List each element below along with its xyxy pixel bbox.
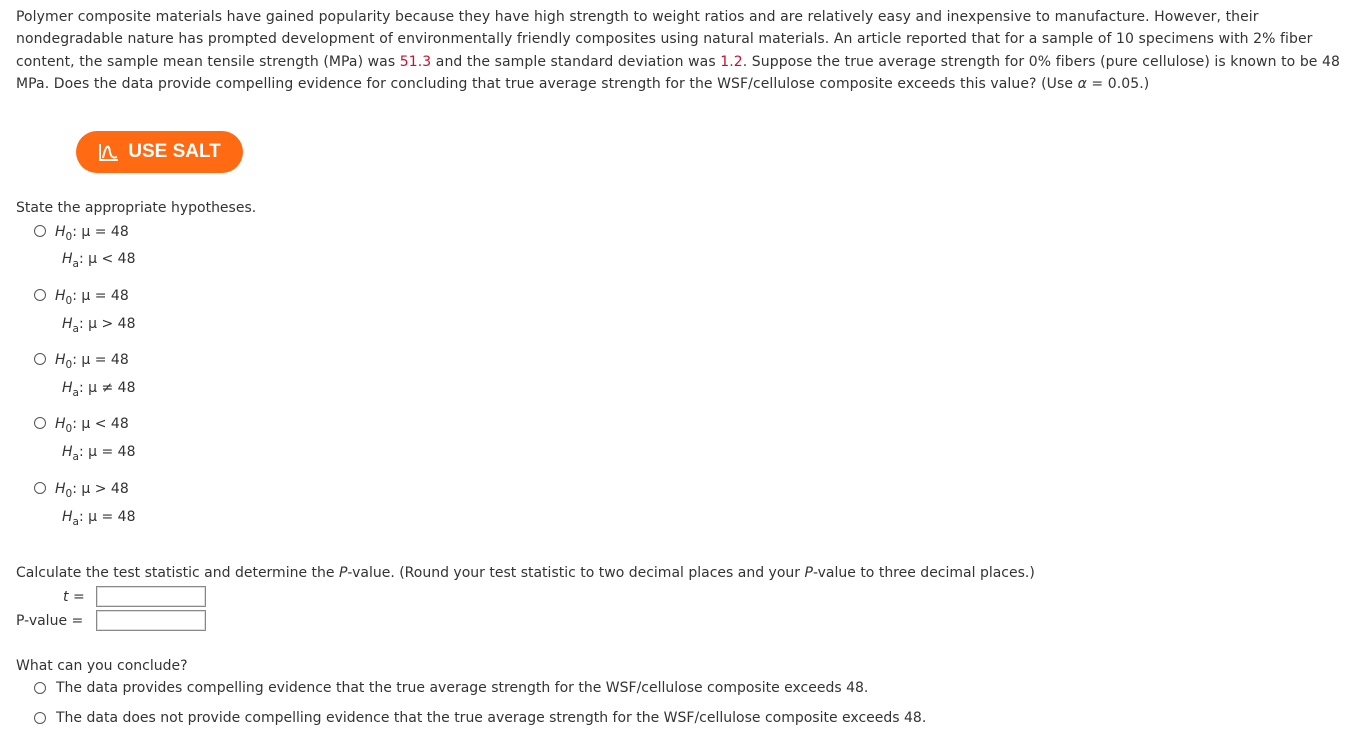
hypothesis-option-5-radio[interactable] (34, 482, 46, 494)
hypothesis-option-1-ha: $H_a$: μ < 48 (62, 251, 136, 270)
use-salt-button[interactable] (76, 131, 243, 173)
t-statistic-input[interactable] (96, 586, 206, 607)
hypothesis-option-1-radio[interactable] (34, 225, 46, 237)
p-value-label: P-value = (16, 613, 84, 629)
problem-text-3: . Suppose the true average strength for 0% fibers (pure cellulose) is known to be 48 MPa. Does the data provide compelling evidence for concluding that true average strength for the WSF/cellulose composite exceeds this value? (Use (16, 53, 1340, 92)
conclusion-option-1-radio[interactable] (34, 682, 46, 694)
hypothesis-option-5-ha: $H_a$: μ = 48 (62, 509, 136, 528)
use-salt-label: USE SALT (128, 141, 221, 162)
hypothesis-option-3-h0: $H_0$: μ = 48 (55, 352, 129, 371)
hypothesis-option-2-h0: $H_0$: μ = 48 (55, 288, 129, 307)
calculation-prompt: Calculate the test statistic and determine the P-value. (Round your test statistic to two decimal places and your P-value to three decimal places.) (16, 565, 1035, 581)
alpha-value: = 0.05.) (1086, 75, 1150, 92)
hypothesis-option-2-ha: $H_a$: μ > 48 (62, 316, 136, 335)
hypothesis-option-1-h0: $H_0$: μ = 48 (55, 224, 129, 243)
hypotheses-prompt: State the appropriate hypotheses. (16, 200, 257, 216)
alpha-symbol: α (1077, 75, 1087, 92)
hypothesis-option-4-radio[interactable] (34, 417, 46, 429)
hypothesis-option-3-ha: $H_a$: μ ≠ 48 (62, 380, 136, 399)
problem-statement (16, 6, 1351, 95)
sample-sd-value: 1.2 (720, 53, 743, 70)
hypothesis-option-5-h0: $H_0$: μ > 48 (55, 481, 129, 500)
hypothesis-option-4-ha: $H_a$: μ = 48 (62, 444, 136, 463)
conclusion-option-2-radio[interactable] (34, 712, 46, 724)
conclusion-option-2-label: The data does not provide compelling evidence that the true average strength for the WSF/cellulose composite exceeds 48. (56, 710, 927, 726)
conclusion-prompt: What can you conclude? (16, 658, 188, 674)
problem-text-1: Polymer composite materials have gained popularity because they have high strength to weight ratios and are relatively easy and inexpensive to manufacture. However, their nondegradable nature has prompted development of environmentally friendly composites using natural materials. An article reported that for a sample of 10 specimens with 2% fiber content, the sample mean tensile strength (MPa) was (16, 9, 1313, 70)
problem-text-2: and the sample standard deviation was (431, 53, 721, 70)
t-statistic-label: t = (63, 589, 85, 605)
conclusion-option-1-label: The data provides compelling evidence that the true average strength for the WSF/cellulose composite exceeds 48. (56, 680, 869, 696)
sample-mean-value: 51.3 (399, 53, 432, 70)
hypothesis-option-3-radio[interactable] (34, 353, 46, 365)
hypothesis-option-4-h0: $H_0$: μ < 48 (55, 416, 129, 435)
salt-chart-icon (98, 142, 120, 162)
p-value-input[interactable] (96, 610, 206, 631)
hypothesis-option-2-radio[interactable] (34, 289, 46, 301)
